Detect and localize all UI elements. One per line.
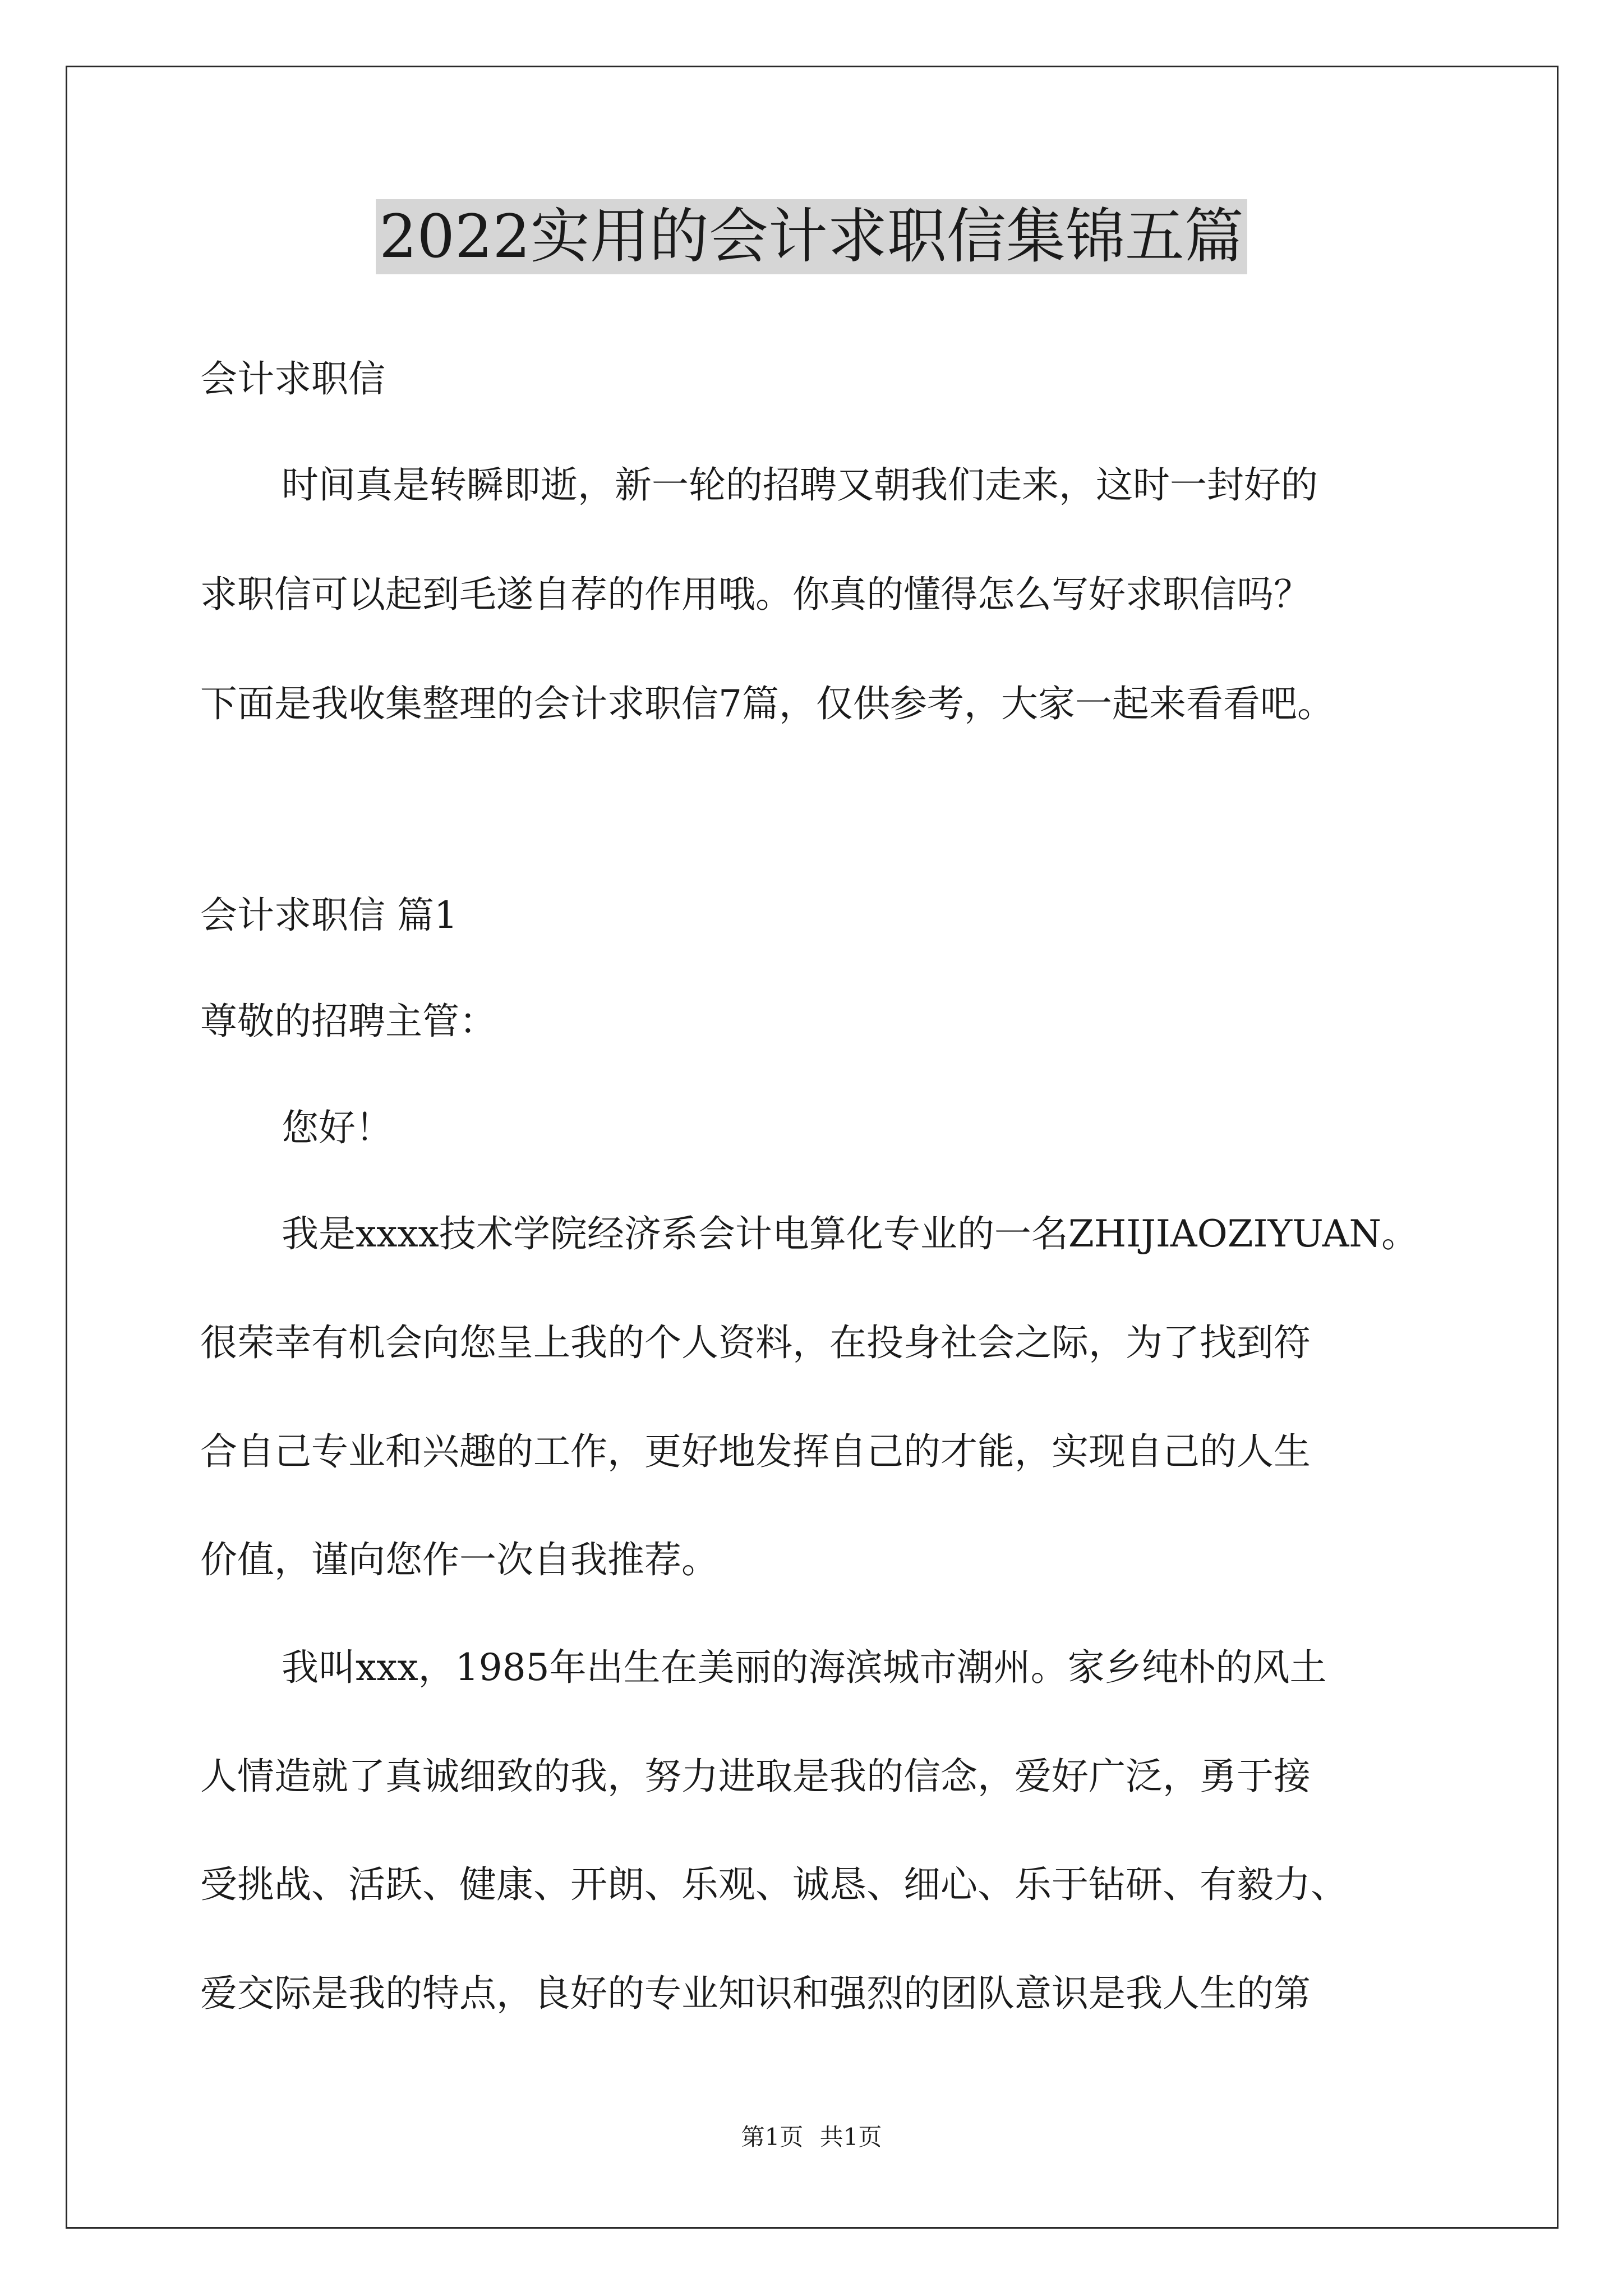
paragraph2-line-3: 受挑战、活跃、健康、开朗、乐观、诚恳、细心、乐于钻研、有毅力、 (200, 1863, 1348, 1906)
intro-line-2: 求职信可以起到毛遂自荐的作用哦。你真的懂得怎么写好求职信吗？ (200, 573, 1311, 616)
paragraph2-line-4: 爱交际是我的特点，良好的专业知识和强烈的团队意识是我人生的第 (200, 1972, 1311, 2015)
title-container (0, 199, 1623, 274)
intro-line-1: 时间真是转瞬即逝，新一轮的招聘又朝我们走来，这时一封好的 (282, 463, 1318, 507)
letter-heading: 会计求职信 篇1 (200, 894, 458, 937)
document-title: 2022实用的会计求职信集锦五篇 (376, 199, 1247, 274)
page-number: 第1页 (741, 2123, 804, 2151)
section-heading: 会计求职信 (200, 357, 385, 401)
page-footer (0, 2120, 1623, 2154)
paragraph1-line-1: 我是xxxx技术学院经济系会计电算化专业的一名ZHIJIAOZIYUAN。 (282, 1212, 1419, 1255)
salutation: 尊敬的招聘主管： (200, 1000, 496, 1043)
intro-line-3: 下面是我收集整理的会计求职信7篇，仅供参考，大家一起来看看吧。 (200, 682, 1334, 725)
paragraph1-line-2: 很荣幸有机会向您呈上我的个人资料，在投身社会之际，为了找到符 (200, 1321, 1311, 1364)
paragraph1-line-4: 价值，谨向您作一次自我推荐。 (200, 1538, 718, 1581)
paragraph2-line-2: 人情造就了真诚细致的我，努力进取是我的信念，爱好广泛，勇于接 (200, 1755, 1311, 1798)
paragraph2-line-1: 我叫xxx，1985年出生在美丽的海滨城市潮州。家乡纯朴的风土 (282, 1646, 1327, 1689)
paragraph1-line-3: 合自己专业和兴趣的工作，更好地发挥自己的才能，实现自己的人生 (200, 1430, 1311, 1473)
greeting: 您好！ (282, 1106, 393, 1149)
page-total: 共1页 (819, 2123, 882, 2151)
